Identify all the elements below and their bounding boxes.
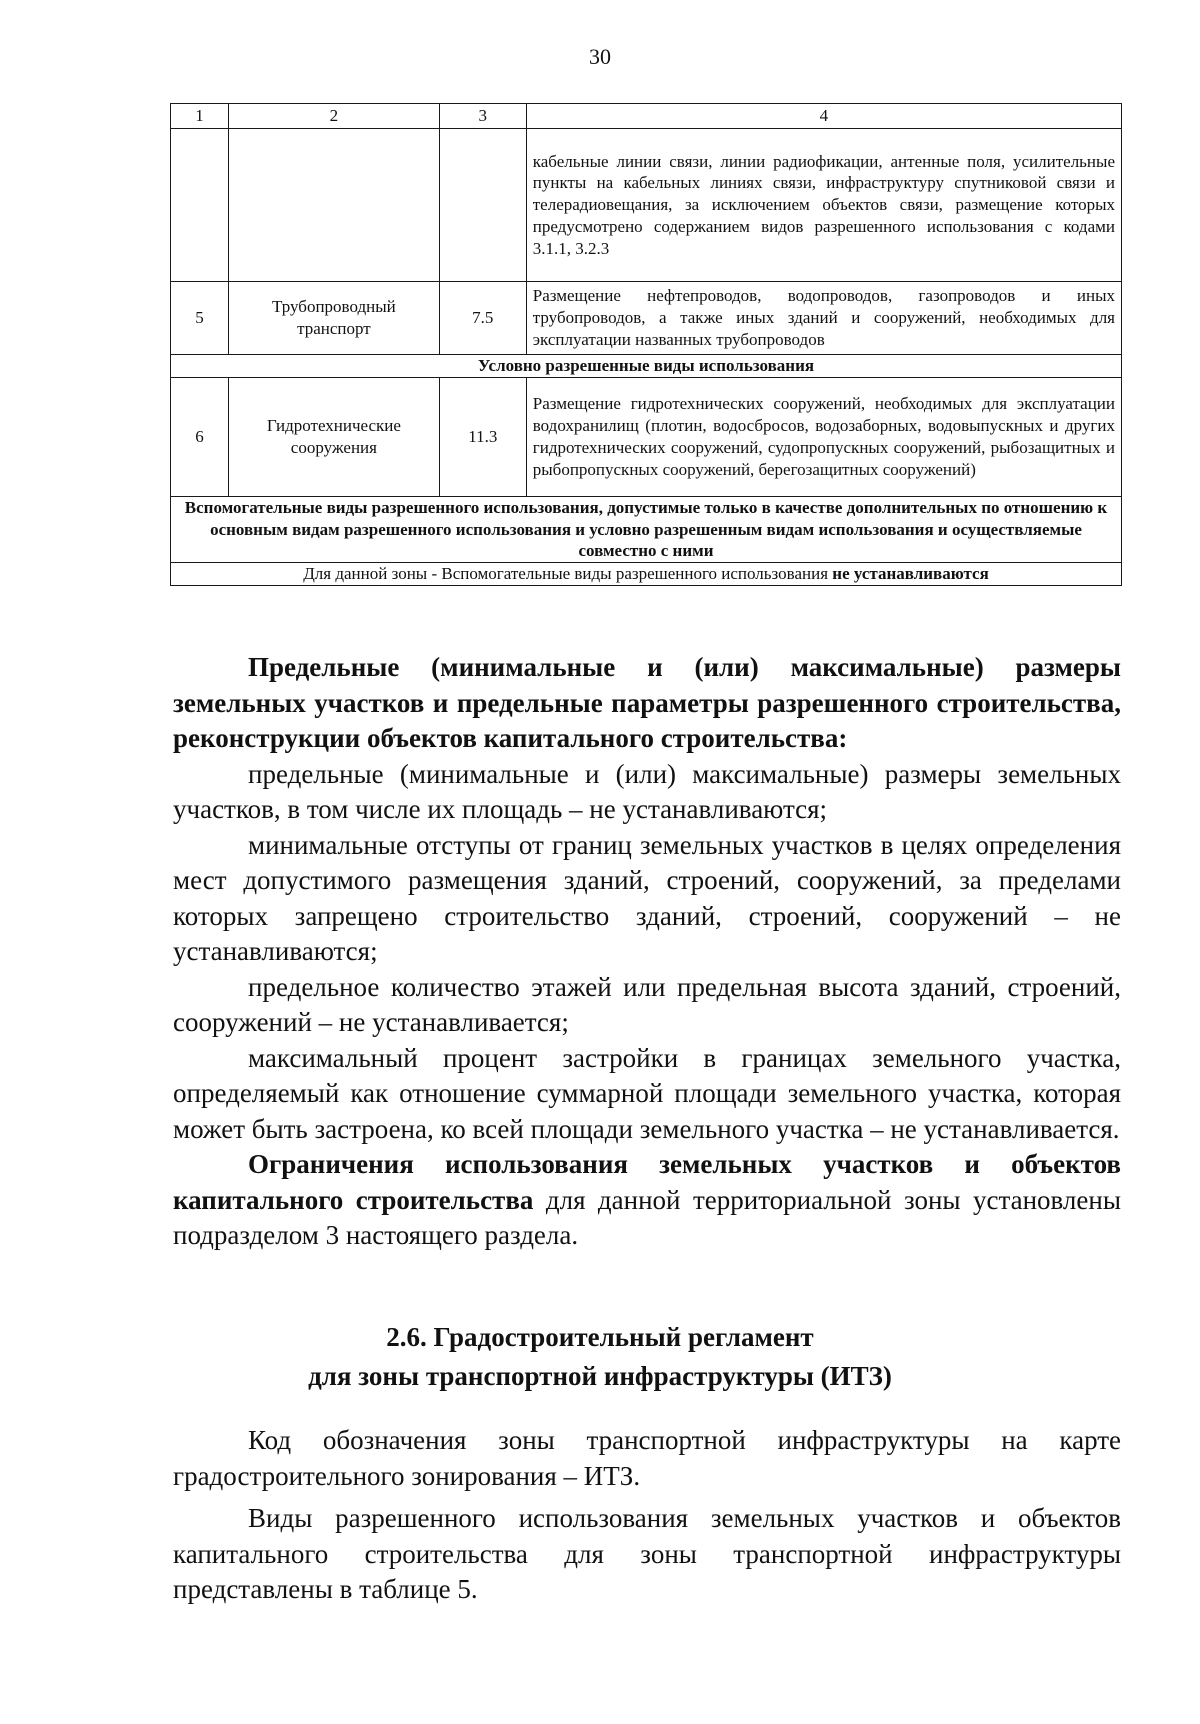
row-number: 5	[171, 282, 229, 355]
limits-section	[173, 650, 1121, 1254]
paragraph: минимальные отступы от границ земельных участков в целях определения мест допустимого размещения зданий, строений, сооружений, за пределами которых запрещено строительство зданий, строений, сооружений – не устанавливаются;	[173, 829, 1121, 966]
paragraph: предельное количество этажей или предельная высота зданий, строений, сооружений – не устанавливается;	[173, 971, 1121, 1037]
paragraph: предельные (минимальные и (или) максимальные) размеры земельных участков, в том числе их площадь – не устанавливаются;	[173, 758, 1121, 824]
table-section-row	[171, 496, 1122, 562]
usage-description: Размещение нефтепроводов, водопроводов, газопроводов и иных трубопроводов, а также иных зданий и сооружений, необходимых для эксплуатации названных трубопроводов	[526, 282, 1121, 355]
paragraph: максимальный процент застройки в границах земельного участка, определяемый как отношение суммарной площади земельного участка, которая может быть застроена, ко всей площади земельного участка – не устанавливается.	[173, 1042, 1121, 1144]
restrictions-paragraph: Ограничения использования земельных участков и объектов капитального строительства для данной территориальной зоны установлены подразделом 3 настоящего раздела.	[173, 1149, 1121, 1250]
column-header: 3	[439, 104, 526, 129]
table-section-row	[171, 355, 1122, 378]
column-header: 1	[171, 104, 229, 129]
section-title-line: 2.6. Градостроительный регламент	[386, 1322, 814, 1352]
section-title	[0, 1318, 1200, 1396]
paragraph: Виды разрешенного использования земельных участков и объектов капитального строительства для зоны транспортной инфраструктуры представлены в таблице 5.	[173, 1503, 1121, 1604]
usage-description: Размещение гидротехнических сооружений, необходимых для эксплуатации водохранилищ (плотин, водосбросов, водозаборных, водовыпускных и других гидротехнических сооружений, судопропускных сооружений, рыбозащитных и рыбопропускных сооружений, берегозащитных сооружений)	[526, 377, 1121, 496]
limits-heading: Предельные (минимальные и (или) максимальные) размеры земельных участков и предельные параметры разрешенного строительства, реконструкции объектов капитального строительства:	[173, 652, 1121, 753]
column-header: 2	[228, 104, 439, 129]
auxiliary-uses-note: Для данной зоны - Вспомогательные виды разрешенного использования не устанавливаются	[171, 563, 1122, 586]
page-number: 30	[589, 44, 611, 69]
conditional-uses-header: Условно разрешенные виды использования	[171, 355, 1122, 378]
table-row	[171, 282, 1122, 355]
table-row	[171, 129, 1122, 282]
section-title-line: для зоны транспортной инфраструктуры (ИТЗ)	[308, 1361, 892, 1391]
usage-name: Гидротехнические сооружения	[228, 377, 439, 496]
section-body	[173, 1423, 1121, 1615]
paragraph: Код обозначения зоны транспортной инфраструктуры на карте градостроительного зонирования – ИТЗ.	[173, 1425, 1121, 1491]
auxiliary-uses-header: Вспомогательные виды разрешенного использования, допустимые только в качестве дополнительных по отношению к основным видам разрешенного использования и условно разрешенным видам использования и осуществляемые совместно с ними	[171, 496, 1122, 562]
zone-usage-table	[170, 103, 1122, 586]
table-row	[171, 563, 1122, 586]
row-number: 6	[171, 377, 229, 496]
usage-description: кабельные линии связи, линии радиофикации, антенные поля, усилительные пункты на кабельных линиях связи, инфраструктуру спутниковой связи и телерадиовещания, за исключением объектов связи, размещение которых предусмотрено содержанием видов разрешенного использования с кодами 3.1.1, 3.2.3	[526, 129, 1121, 282]
usage-code: 11.3	[439, 377, 526, 496]
table-header-row	[171, 104, 1122, 129]
table-row	[171, 377, 1122, 496]
column-header: 4	[526, 104, 1121, 129]
usage-code: 7.5	[439, 282, 526, 355]
usage-name: Трубопроводный транспорт	[228, 282, 439, 355]
